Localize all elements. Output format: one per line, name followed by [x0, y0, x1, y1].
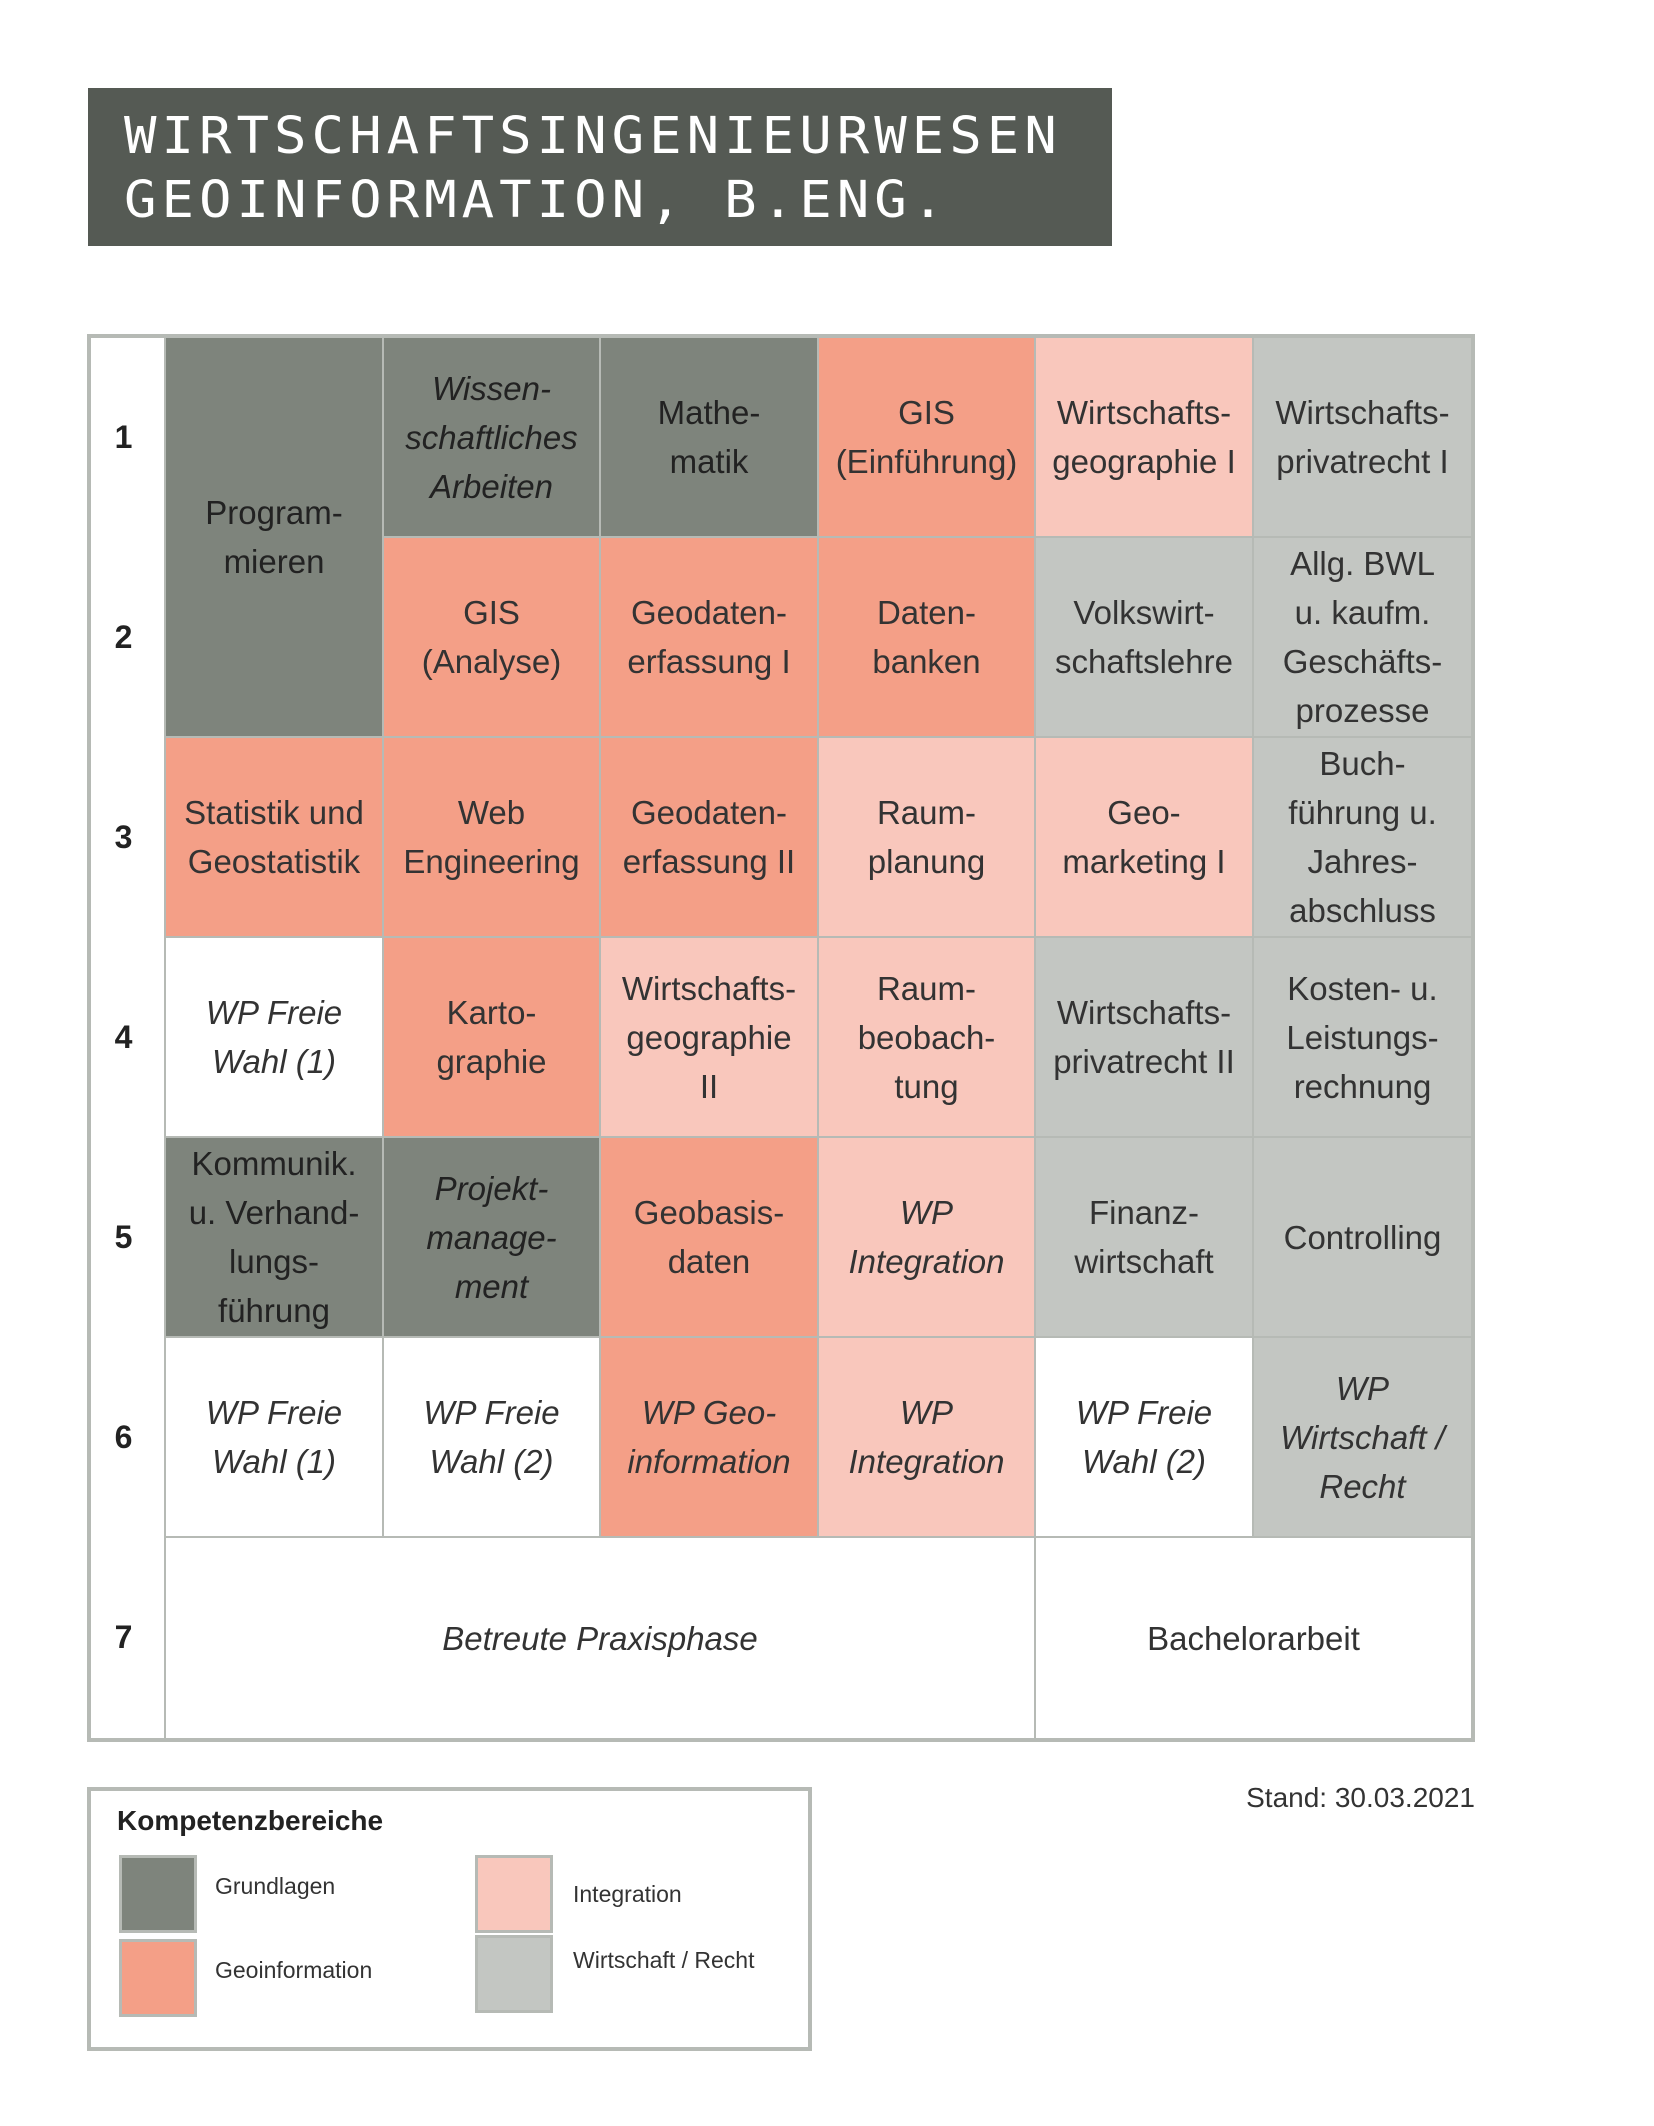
module-bachelorarbeit: Bachelorarbeit: [1036, 1538, 1471, 1738]
module-wirtschaftsgeographie-2: Wirtschafts- geographie II: [601, 938, 817, 1136]
module-kartographie: Karto- graphie: [384, 938, 599, 1136]
module-wp-freie-wahl-2-s6: WP Freie Wahl (2): [1036, 1338, 1252, 1536]
module-wissenschaftliches-arbeiten: Wissen- schaftliches Arbeiten: [384, 338, 599, 536]
title-line-2: GEOINFORMATION, B.ENG.: [124, 169, 950, 230]
module-wp-freie-wahl-1: WP Freie Wahl (1): [166, 938, 382, 1136]
legend-label-integration: Integration: [573, 1881, 682, 1907]
module-programmieren: Program- mieren: [166, 338, 382, 736]
module-allg-bwl: Allg. BWL u. kaufm. Geschäfts- prozesse: [1254, 538, 1471, 736]
module-raumplanung: Raum- planung: [819, 738, 1034, 936]
semester-5-label: 5: [114, 1218, 133, 1255]
module-wp-integration-6: WP Integration: [819, 1338, 1034, 1536]
module-gis-analyse: GIS (Analyse): [384, 538, 599, 736]
module-betreute-praxisphase: Betreute Praxisphase: [166, 1538, 1034, 1738]
semester-2-label: 2: [114, 618, 133, 655]
semester-7-label: 7: [114, 1618, 133, 1655]
module-raumbeobachtung: Raum- beobach- tung: [819, 938, 1034, 1136]
module-projektmanagement: Projekt- manage- ment: [384, 1138, 599, 1336]
module-gis-einfuehrung: GIS (Einführung): [819, 338, 1034, 536]
legend-swatch-integration: [475, 1855, 553, 1933]
module-wp-geoinformation: WP Geo- information: [601, 1338, 817, 1536]
module-geodatenerfassung-1: Geodaten- erfassung I: [601, 538, 817, 736]
module-geobasisdaten: Geobasis- daten: [601, 1138, 817, 1336]
module-finanzwirtschaft: Finanz- wirtschaft: [1036, 1138, 1252, 1336]
legend-swatch-wirtschaft-recht: [475, 1935, 553, 2013]
module-buchfuehrung: Buch- führung u. Jahres- abschluss: [1254, 738, 1471, 936]
module-wp-wirtschaft-recht: WP Wirtschaft / Recht: [1254, 1338, 1471, 1536]
semester-6-label: 6: [114, 1418, 133, 1455]
legend-swatch-grundlagen: [119, 1855, 197, 1933]
legend-label-wirtschaft-recht: Wirtschaft / Recht: [573, 1947, 755, 1973]
stand-date: Stand: 30.03.2021: [1246, 1782, 1475, 1813]
module-wp-integration-5: WP Integration: [819, 1138, 1034, 1336]
semester-1-label: 1: [114, 418, 133, 455]
legend-label-geoinformation: Geoinformation: [215, 1957, 373, 1983]
legend: [87, 1787, 812, 2051]
module-volkswirtschaftslehre: Volkswirt- schaftslehre: [1036, 538, 1252, 736]
module-wirtschaftsprivatrecht-2: Wirtschafts- privatrecht II: [1036, 938, 1252, 1136]
module-kommunikation: Kommunik. u. Verhand- lungs- führung: [166, 1138, 382, 1336]
semester-3-label: 3: [114, 818, 133, 855]
module-web-engineering: Web Engineering: [384, 738, 599, 936]
module-controlling: Controlling: [1254, 1138, 1471, 1336]
module-wirtschaftsprivatrecht-1: Wirtschafts- privatrecht I: [1254, 338, 1471, 536]
module-geomarketing-1: Geo- marketing I: [1036, 738, 1252, 936]
module-mathematik: Mathe- matik: [601, 338, 817, 536]
module-wirtschaftsgeographie-1: Wirtschafts- geographie I: [1036, 338, 1252, 536]
legend-title: Kompetenzbereiche: [117, 1805, 384, 1836]
module-wp-freie-wahl-2: WP Freie Wahl (2): [384, 1338, 599, 1536]
module-geodatenerfassung-2: Geodaten- erfassung II: [601, 738, 817, 936]
title-line-1: WIRTSCHAFTSINGENIEURWESEN: [124, 105, 1062, 166]
module-statistik-geostatistik: Statistik und Geostatistik: [166, 738, 382, 936]
module-wp-freie-wahl-1-s6: WP Freie Wahl (1): [166, 1338, 382, 1536]
curriculum-grid: [87, 334, 1475, 1742]
module-datenbanken: Daten- banken: [819, 538, 1034, 736]
legend-label-grundlagen: Grundlagen: [215, 1873, 336, 1899]
legend-swatch-geoinformation: [119, 1939, 197, 2017]
title-banner: [88, 88, 1112, 246]
semester-4-label: 4: [114, 1018, 133, 1055]
module-kosten-leistungsrechnung: Kosten- u. Leistungs- rechnung: [1254, 938, 1471, 1136]
